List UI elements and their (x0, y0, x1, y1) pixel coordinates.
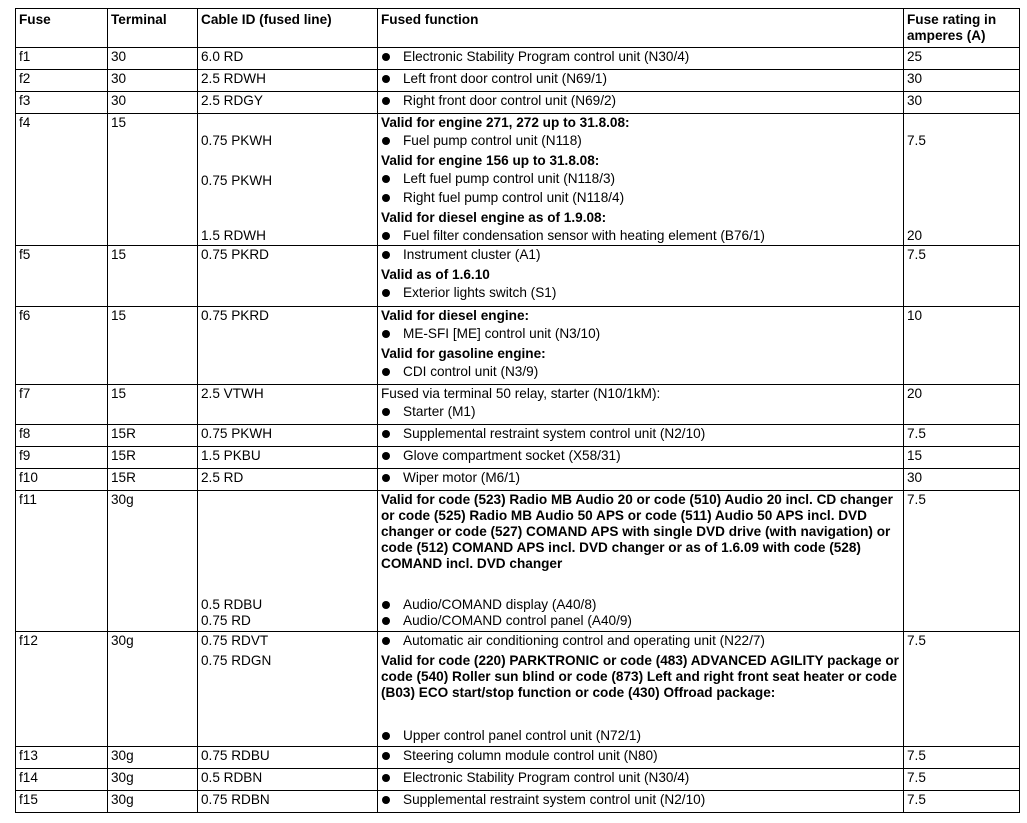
bullet-icon (382, 752, 390, 760)
terminal-cell: 30g (108, 491, 198, 632)
cable-id: 0.75 PKRD (201, 247, 270, 262)
cable-id-cell (198, 385, 378, 425)
function-bullet-item (381, 285, 900, 301)
fuse-cell: f15 (16, 791, 108, 813)
table-row (16, 70, 1020, 92)
fuse-rating: 7.5 (907, 247, 926, 262)
cable-id: 0.75 PKRD (201, 308, 270, 323)
fuse-rating-cell (904, 70, 1020, 92)
cable-id-cell (198, 114, 378, 246)
terminal-cell: 30g (108, 791, 198, 813)
cable-id-cell (198, 491, 378, 632)
cable-id: 1.5 PKBU (201, 448, 261, 463)
cable-id-cell (198, 447, 378, 469)
fuse-rating-cell (904, 425, 1020, 447)
table-row (16, 114, 1020, 246)
function-text: Supplemental restraint system control unit (N2/10) (403, 792, 706, 807)
function-text: Audio/COMAND control panel (A40/9) (403, 613, 632, 628)
bullet-icon (382, 289, 390, 297)
cable-id: 2.5 VTWH (201, 386, 264, 401)
validity-heading: Valid for diesel engine: (381, 308, 530, 323)
fuse-rating: 10 (907, 308, 923, 323)
table-row (16, 747, 1020, 769)
function-text: Upper control panel control unit (N72/1) (403, 728, 642, 743)
terminal-cell: 15 (108, 246, 198, 307)
terminal-cell: 30 (108, 70, 198, 92)
bullet-icon (382, 796, 390, 804)
fuse-rating: 7.5 (907, 633, 926, 648)
header-terminal: Terminal (108, 9, 198, 48)
function-text: ME-SFI [ME] control unit (N3/10) (403, 326, 601, 341)
terminal-cell: 15 (108, 385, 198, 425)
bullet-icon (382, 137, 390, 145)
fused-function-cell (378, 385, 904, 425)
function-text: Automatic air conditioning control and operating unit (N22/7) (403, 633, 765, 648)
function-text: Right front door control unit (N69/2) (403, 93, 617, 108)
cable-id-cell (198, 747, 378, 769)
fused-function-cell (378, 92, 904, 114)
fuse-rating: 7.5 (907, 426, 926, 441)
header-fuse-rating: Fuse rating in amperes (A) (904, 9, 1020, 48)
bullet-icon (382, 251, 390, 259)
function-text: Exterior lights switch (S1) (403, 285, 557, 300)
fuse-cell: f3 (16, 92, 108, 114)
cable-id: 0.75 PKWH (201, 133, 273, 148)
fused-function-cell (378, 632, 904, 747)
fused-function-cell (378, 491, 904, 632)
bullet-icon (382, 430, 390, 438)
fuse-rating: 7.5 (907, 492, 926, 507)
cable-id: 1.5 RDWH (201, 228, 266, 243)
fuse-rating: 20 (907, 228, 923, 243)
cable-id: 0.75 RDVT (201, 633, 269, 648)
fuse-rating: 25 (907, 49, 923, 64)
bullet-icon (382, 732, 390, 740)
fused-function-cell (378, 469, 904, 491)
function-bullet-item (381, 770, 900, 786)
function-bullet-item (381, 190, 900, 206)
bullet-icon (382, 617, 390, 625)
cable-id-cell (198, 70, 378, 92)
cable-id-cell (198, 246, 378, 307)
table-row (16, 447, 1020, 469)
fuse-rating: 15 (907, 448, 923, 463)
cable-id-cell (198, 632, 378, 747)
cable-id-cell (198, 425, 378, 447)
function-bullet-item (381, 49, 900, 65)
cable-id-cell (198, 769, 378, 791)
function-text: Fuel filter condensation sensor with heating element (B76/1) (403, 228, 765, 243)
fuse-rating-cell (904, 632, 1020, 747)
bullet-icon (382, 53, 390, 61)
function-bullet-item (381, 792, 900, 808)
validity-heading: Valid for diesel engine as of 1.9.08: (381, 210, 607, 225)
function-bullet-item (381, 728, 900, 744)
function-text: CDI control unit (N3/9) (403, 364, 539, 379)
function-bullet-item (381, 228, 900, 244)
fuse-cell: f1 (16, 48, 108, 70)
table-row (16, 425, 1020, 447)
table-row (16, 92, 1020, 114)
bullet-icon (382, 75, 390, 83)
cable-id-cell (198, 791, 378, 813)
bullet-icon (382, 474, 390, 482)
table-row (16, 48, 1020, 70)
bullet-icon (382, 408, 390, 416)
bullet-icon (382, 637, 390, 645)
cable-id: 2.5 RD (201, 470, 244, 485)
function-bullet-item (381, 470, 900, 486)
bullet-icon (382, 232, 390, 240)
function-bullet-item (381, 326, 900, 342)
table-row (16, 791, 1020, 813)
function-bullet-item (381, 613, 900, 629)
function-text: Electronic Stability Program control unit (N30/4) (403, 49, 690, 64)
fuse-cell: f12 (16, 632, 108, 747)
function-bullet-item (381, 71, 900, 87)
header-fuse: Fuse (16, 9, 108, 48)
cable-id: 0.5 RDBN (201, 770, 263, 785)
fused-function-cell (378, 425, 904, 447)
function-bullet-item (381, 448, 900, 464)
cable-id: 0.75 PKWH (201, 173, 273, 188)
bullet-icon (382, 175, 390, 183)
function-note: Fused via terminal 50 relay, starter (N10/1kM): (381, 386, 661, 401)
function-bullet-item (381, 597, 900, 613)
fuse-cell: f9 (16, 447, 108, 469)
table-row (16, 632, 1020, 747)
cable-id: 0.75 PKWH (201, 426, 273, 441)
table-row (16, 491, 1020, 632)
table-row (16, 769, 1020, 791)
function-text: Left fuel pump control unit (N118/3) (403, 171, 616, 186)
fuse-cell: f4 (16, 114, 108, 246)
fuse-rating-cell (904, 92, 1020, 114)
fused-function-cell (378, 447, 904, 469)
fuse-cell: f11 (16, 491, 108, 632)
fuse-rating: 30 (907, 93, 923, 108)
fuse-cell: f13 (16, 747, 108, 769)
table-header-row (16, 9, 1020, 48)
table-row (16, 307, 1020, 385)
fuse-rating: 30 (907, 71, 923, 86)
validity-heading: Valid for gasoline engine: (381, 346, 546, 361)
validity-heading: Valid as of 1.6.10 (381, 267, 490, 282)
cable-id: 2.5 RDWH (201, 71, 266, 86)
fuse-cell: f5 (16, 246, 108, 307)
terminal-cell: 30g (108, 769, 198, 791)
terminal-cell: 30 (108, 92, 198, 114)
fuse-rating-cell (904, 769, 1020, 791)
fuse-cell: f14 (16, 769, 108, 791)
table-body (16, 48, 1020, 813)
header-fused-function: Fused function (378, 9, 904, 48)
validity-heading: Valid for engine 156 up to 31.8.08: (381, 153, 600, 168)
terminal-cell: 15R (108, 469, 198, 491)
cable-id: 0.75 RDBU (201, 748, 270, 763)
fused-function-cell (378, 70, 904, 92)
function-text: Steering column module control unit (N80) (403, 748, 658, 763)
fused-function-cell (378, 114, 904, 246)
function-text: Instrument cluster (A1) (403, 247, 541, 262)
fuse-rating-cell (904, 307, 1020, 385)
header-cable-id: Cable ID (fused line) (198, 9, 378, 48)
cable-id: 0.75 RDGN (201, 653, 272, 668)
terminal-cell: 15R (108, 447, 198, 469)
fuse-rating: 7.5 (907, 770, 926, 785)
cable-id-cell (198, 469, 378, 491)
table-row (16, 385, 1020, 425)
terminal-cell: 15 (108, 307, 198, 385)
fuse-rating: 7.5 (907, 133, 926, 148)
fuse-cell: f8 (16, 425, 108, 447)
fuse-rating-cell (904, 791, 1020, 813)
validity-heading: Valid for engine 271, 272 up to 31.8.08: (381, 115, 630, 130)
fuse-rating: 7.5 (907, 792, 926, 807)
bullet-icon (382, 774, 390, 782)
fuse-table-container (15, 8, 1019, 813)
fuse-rating-cell (904, 469, 1020, 491)
bullet-icon (382, 601, 390, 609)
function-bullet-item (381, 748, 900, 764)
fuse-rating: 7.5 (907, 748, 926, 763)
table-row (16, 246, 1020, 307)
fused-function-cell (378, 747, 904, 769)
cable-id-cell (198, 92, 378, 114)
fuse-rating-cell (904, 491, 1020, 632)
fuse-rating-cell (904, 385, 1020, 425)
function-text: Glove compartment socket (X58/31) (403, 448, 621, 463)
function-bullet-item (381, 133, 900, 149)
validity-heading: Valid for code (523) Radio MB Audio 20 or code (510) Audio 20 incl. CD changer or code (525) Radio MB Audio 50 APS or code (511) Audio 50 APS incl. DVD changer or code (527) COMAND APS with single DVD drive (with navigation) or code (512) COMAND APS incl. DVD changer or as of 1.6.09 with code (528) COMAND incl. DVD changer (381, 492, 893, 571)
fuse-rating-cell (904, 246, 1020, 307)
cable-id: 0.5 RDBU (201, 597, 263, 612)
fused-function-cell (378, 791, 904, 813)
function-text: Wiper motor (M6/1) (403, 470, 521, 485)
function-text: Starter (M1) (403, 404, 476, 419)
fuse-cell: f10 (16, 469, 108, 491)
bullet-icon (382, 330, 390, 338)
function-text: Supplemental restraint system control unit (N2/10) (403, 426, 706, 441)
function-text: Audio/COMAND display (A40/8) (403, 597, 597, 612)
function-text: Electronic Stability Program control unit (N30/4) (403, 770, 690, 785)
function-bullet-item (381, 364, 900, 380)
terminal-cell: 30g (108, 747, 198, 769)
fuse-cell: f7 (16, 385, 108, 425)
fuse-rating: 30 (907, 470, 923, 485)
fused-function-cell (378, 48, 904, 70)
function-text: Right fuel pump control unit (N118/4) (403, 190, 625, 205)
function-bullet-item (381, 171, 900, 187)
fuse-rating-cell (904, 447, 1020, 469)
bullet-icon (382, 97, 390, 105)
fuse-rating-cell (904, 114, 1020, 246)
function-bullet-item (381, 633, 900, 649)
function-bullet-item (381, 426, 900, 442)
terminal-cell: 15 (108, 114, 198, 246)
bullet-icon (382, 194, 390, 202)
fused-function-cell (378, 769, 904, 791)
cable-id-cell (198, 307, 378, 385)
fuse-rating-cell (904, 48, 1020, 70)
fuse-allocation-table (15, 8, 1020, 813)
cable-id-cell (198, 48, 378, 70)
bullet-icon (382, 368, 390, 376)
validity-heading: Valid for code (220) PARKTRONIC or code (483) ADVANCED AGILITY package or code (540) Roller sun blind or code (873) Left and right front seat heater or code (B03) ECO start/stop function or code (430) Offroad package: (381, 653, 899, 700)
fuse-cell: f2 (16, 70, 108, 92)
bullet-icon (382, 452, 390, 460)
fuse-rating-cell (904, 747, 1020, 769)
fuse-rating: 20 (907, 386, 923, 401)
fused-function-cell (378, 307, 904, 385)
terminal-cell: 30g (108, 632, 198, 747)
function-bullet-item (381, 247, 900, 263)
cable-id: 0.75 RDBN (201, 792, 270, 807)
fused-function-cell (378, 246, 904, 307)
function-text: Fuel pump control unit (N118) (403, 133, 582, 148)
function-bullet-item (381, 93, 900, 109)
cable-id: 0.75 RD (201, 613, 251, 628)
cable-id: 2.5 RDGY (201, 93, 263, 108)
table-row (16, 469, 1020, 491)
cable-id: 6.0 RD (201, 49, 244, 64)
fuse-cell: f6 (16, 307, 108, 385)
terminal-cell: 30 (108, 48, 198, 70)
function-bullet-item (381, 404, 900, 420)
terminal-cell: 15R (108, 425, 198, 447)
function-text: Left front door control unit (N69/1) (403, 71, 608, 86)
